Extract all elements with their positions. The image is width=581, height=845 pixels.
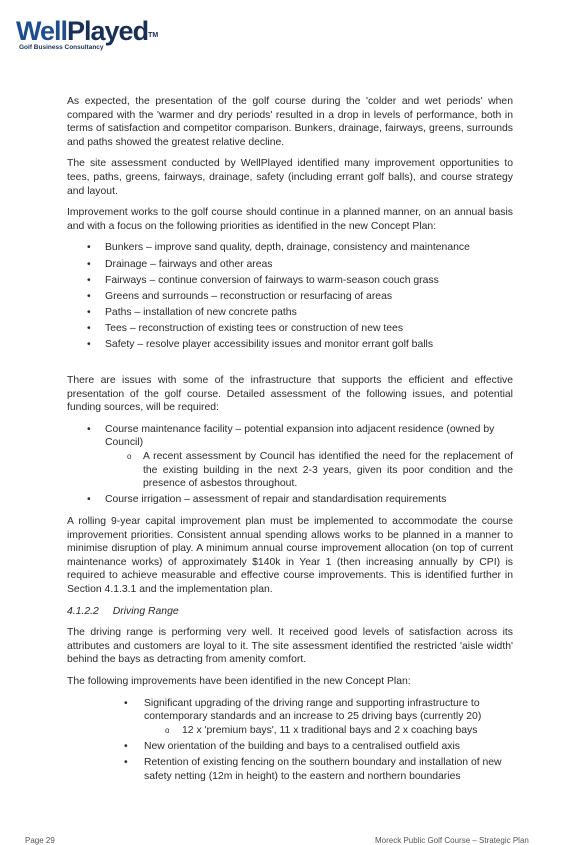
document-title: Moreck Public Golf Course – Strategic Plan xyxy=(375,836,529,845)
list-item: • Significant upgrading of the driving range and supporting infrastructure to contemporary standards and an increase to 25 driving bays (currently 20) o 12 x 'premium bays', 11 x traditional bays and 2 x coaching bays xyxy=(67,697,513,738)
list-item: • Greens and surrounds – reconstruction or resurfacing of areas xyxy=(67,290,513,304)
list-item: • Fairways – continue conversion of fairways to warm-season couch grass xyxy=(67,274,513,288)
list-item: • Paths – installation of new concrete paths xyxy=(67,306,513,320)
paragraph-driving-range: The driving range is performing very well. It received good levels of satisfaction across its attributes and customers are loyal to it. The site assessment identified the restricted 'aisle width' behind the bays as detracting from amenity comfort. xyxy=(67,627,513,666)
sub-list-item: o A recent assessment by Council has identified the need for the replacement of the existing building in the next 2-3 years, given its poor condition and the presence of asbestos throughout. xyxy=(67,450,513,491)
sub-list xyxy=(67,724,513,738)
priorities-list xyxy=(67,241,513,352)
list-item: • Bunkers – improve sand quality, depth, drainage, consistency and maintenance xyxy=(67,241,513,255)
wellplayed-logo xyxy=(16,18,158,51)
page-content xyxy=(67,95,513,786)
list-item: • Drainage – fairways and other areas xyxy=(67,258,513,272)
paragraph-improvement-works: Improvement works to the golf course should continue in a planned manner, on an annual basis and with a focus on the following priorities as identified in the new Concept Plan: xyxy=(67,207,513,232)
list-item: • New orientation of the building and bays to a centralised outfield axis xyxy=(67,740,513,754)
list-item: • Course maintenance facility – potential expansion into adjacent residence (owned by Council) o A recent assessment by Council has identified the need for the replacement of the existing building in the next 2-3 years, given its poor condition and the presence of asbestos throughout. xyxy=(67,423,513,491)
list-item: • Retention of existing fencing on the southern boundary and installation of new safety netting (12m in height) to the eastern and northern boundaries xyxy=(67,756,513,783)
range-improvements-list xyxy=(67,697,513,784)
list-item: • Safety – resolve player accessibility issues and monitor errant golf balls xyxy=(67,338,513,352)
list-item: • Course irrigation – assessment of repair and standardisation requirements xyxy=(67,493,513,507)
sub-list-item: o 12 x 'premium bays', 11 x traditional bays and 2 x coaching bays xyxy=(67,724,513,738)
paragraph-site-assessment: The site assessment conducted by WellPlayed identified many improvement opportunities to tees, paths, greens, fairways, drainage, safety (including errant golf balls), and course strategy and layout. xyxy=(67,158,513,197)
paragraph-infrastructure: There are issues with some of the infrastructure that supports the efficient and effective presentation of the golf course. Detailed assessment of the following issues, and potential funding sources, will be required: xyxy=(67,375,513,414)
section-heading: 4.1.2.2 Driving Range xyxy=(67,605,179,617)
paragraph-capital-plan: A rolling 9-year capital improvement plan must be implemented to accommodate the course improvement priorities. Consistent annual spending allows works to be planned in a manner to minimise disruption of play. A minimum annual course improvement allocation (on top of current maintenance works) of approximately $140k in Year 1 (then increasing annually by CPI) is required to achieve measurable and effective course improvements. This is identified further in Section 4.1.3.1 and the implementation plan. xyxy=(67,516,513,595)
logo-tagline: Golf Business Consultancy xyxy=(19,44,104,51)
paragraph-range-intro: The following improvements have been identified in the new Concept Plan: xyxy=(67,675,411,687)
paragraph-course-presentation: As expected, the presentation of the golf course during the 'colder and wet periods' when compared with the 'warmer and dry periods' resulted in a drop in levels of performance, both in terms of satisfaction and competitor comparison. Bunkers, drainage, fairways, greens, surrounds and paths showed the greatest relative decline. xyxy=(67,96,513,148)
infrastructure-list xyxy=(67,423,513,507)
page-number: Page 29 xyxy=(25,836,55,845)
list-item: • Tees – reconstruction of existing tees or construction of new tees xyxy=(67,322,513,336)
sub-list xyxy=(67,450,513,491)
logo-wordmark: WellPlayed™ xyxy=(16,16,159,46)
